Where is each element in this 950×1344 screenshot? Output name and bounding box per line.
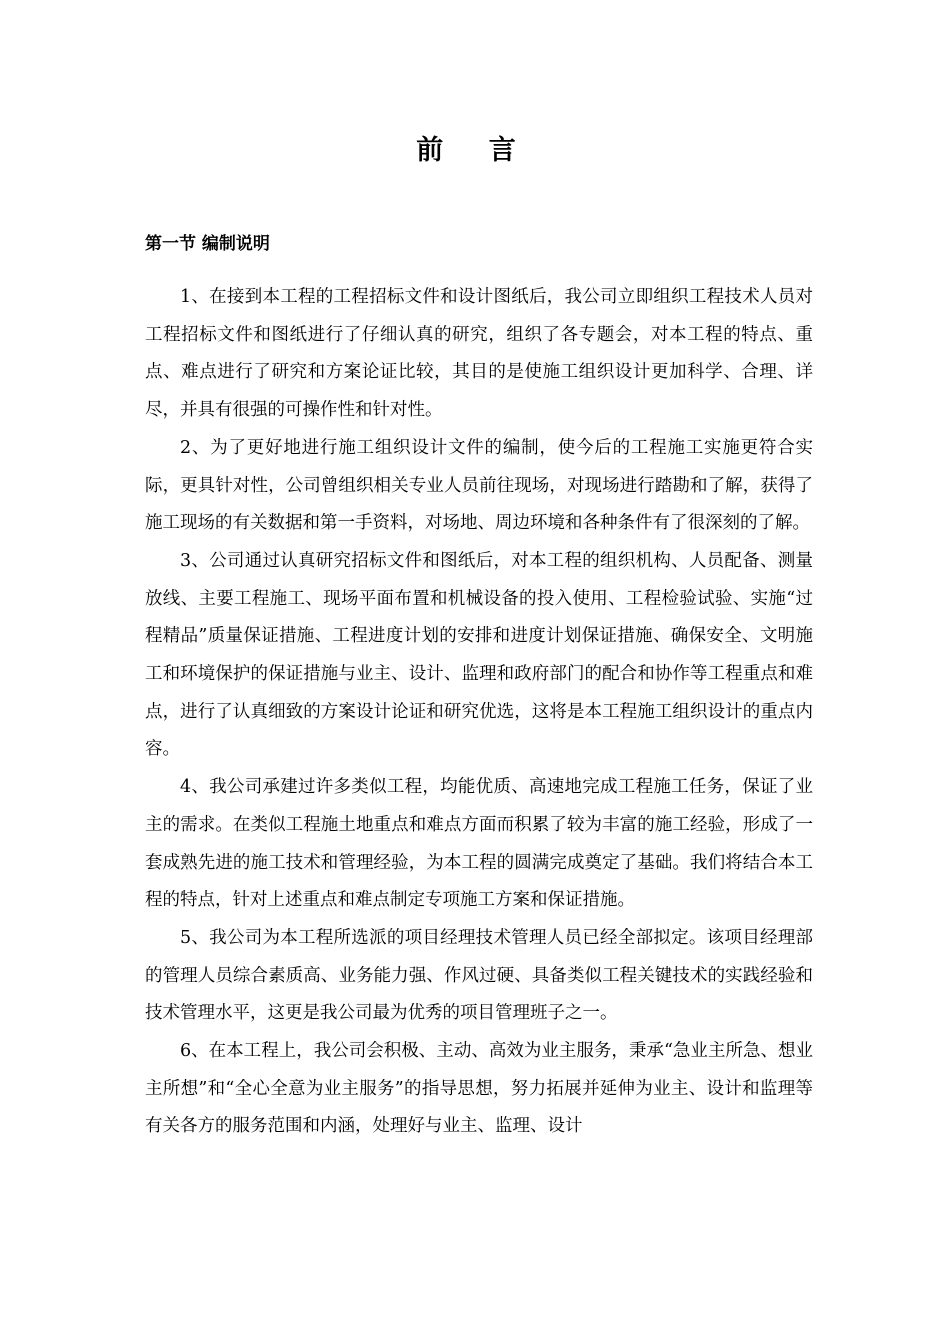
paragraph-1: 1、在接到本工程的工程招标文件和设计图纸后，我公司立即组织工程技术人员对工程招标文件和图纸进行了仔细认真的研究，组织了各专题会，对本工程的特点、重点、难点进行了研究和方案论证比较，其目的是使施工组织设计更加科学、合理、详尽，并具有很强的可操作性和针对性。	[145, 287, 813, 421]
paragraph-3: 3、公司通过认真研究招标文件和图纸后，对本工程的组织机构、人员配备、测量放线、主要工程施工、现场平面布置和机械设备的投入使用、工程检验试验、实施“过程精品”质量保证措施、工程进度计划的安排和进度计划保证措施、确保安全、文明施工和环境保护的保证措施与业主、设计、监理和政府部门的配合和协作等工程重点和难点，进行了认真细致的方案设计论证和研究优选，这将是本工程施工组织设计的重点内容。	[145, 550, 813, 760]
section-heading: 第一节 编制说明	[145, 234, 270, 254]
paragraph-5: 5、我公司为本工程所选派的项目经理技术管理人员已经全部拟定。该项目经理部的管理人员综合素质高、业务能力强、作风过硬、具备类似工程关键技术的实践经验和技术管理水平，这更是我公司最为优秀的项目管理班子之一。	[145, 927, 813, 1024]
page-title: 前 言	[416, 135, 534, 166]
paragraph-6: 6、在本工程上，我公司会积极、主动、高效为业主服务，秉承“急业主所急、想业主所想”和“全心全意为业主服务”的指导思想，努力拓展并延伸为业主、设计和监理等有关各方的服务范围和内涵，处理好与业主、监理、设计	[145, 1041, 813, 1137]
body-text	[145, 279, 813, 1146]
paragraph-2: 2、为了更好地进行施工组织设计文件的编制，使今后的工程施工实施更符合实际，更具针对性，公司曾组织相关专业人员前往现场，对现场进行踏勘和了解，获得了施工现场的有关数据和第一手资料，对场地、周边环境和各种条件有了很深刻的了解。	[145, 437, 813, 534]
paragraph-4: 4、我公司承建过许多类似工程，均能优质、高速地完成工程施工任务，保证了业主的需求。在类似工程施土地重点和难点方面而积累了较为丰富的施工经验，形成了一套成熟先进的施工技术和管理经验，为本工程的圆满完成奠定了基础。我们将结合本工程的特点，针对上述重点和难点制定专项施工方案和保证措施。	[145, 777, 813, 911]
